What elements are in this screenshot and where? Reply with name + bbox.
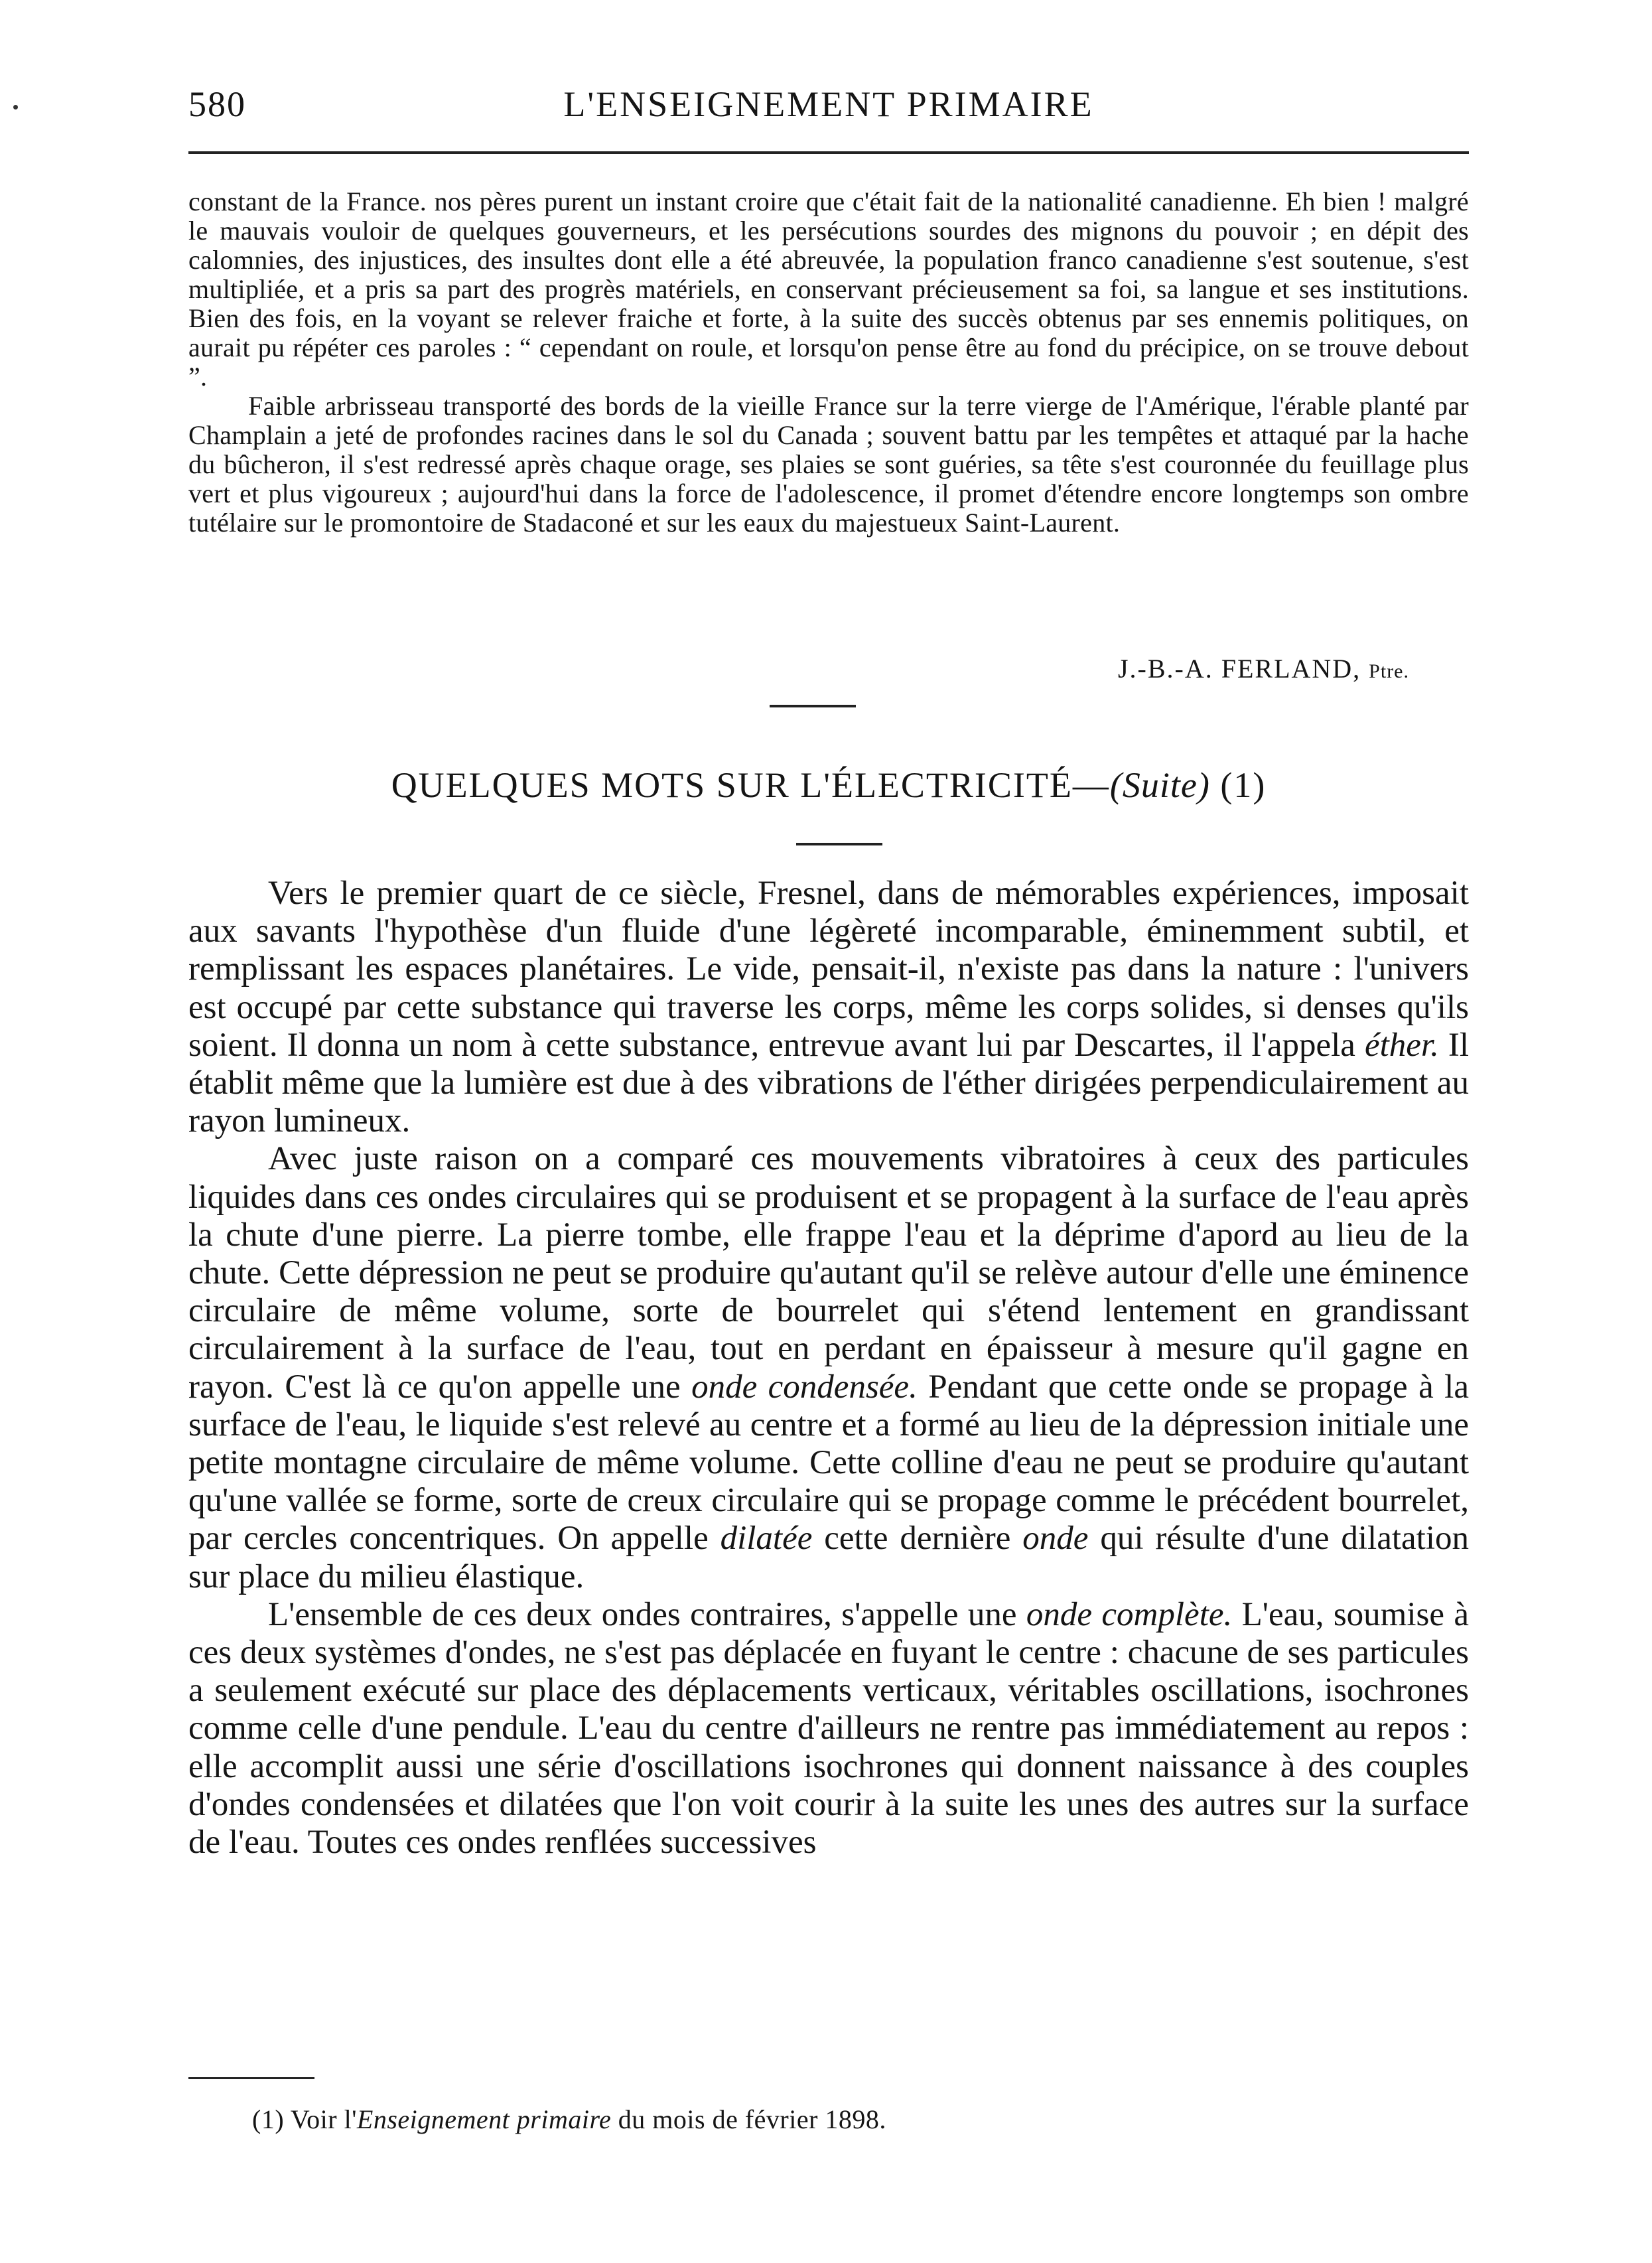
section-divider xyxy=(770,705,856,707)
text-run: L'eau, soumise à ces deux systèmes d'ondes, ne s'est pas déplacée en fuyant le centre : chacune de ses particules a seulement exécuté sur place des déplacements verticaux, véritables oscillations, isochrones comme celle d'une pendule. L'eau du centre d'ailleurs ne rentre pas immédiatement au repos : elle accomplit aussi une série d'oscillations isochrones qui donnent naissance à des couples d'ondes condensées et dilatées que l'on voit courir à la suite les unes des autres sur la surface de l'eau. Toutes ces ondes renflées successives xyxy=(188,1595,1469,1862)
running-title: L'ENSEIGNEMENT PRIMAIRE xyxy=(563,84,1094,124)
footnote-marker: (1) Voir l' xyxy=(252,2104,357,2134)
author-signature xyxy=(188,653,1409,684)
header-rule xyxy=(188,151,1469,154)
previous-article-ending xyxy=(188,187,1469,538)
footnote-text: du mois de février 1898. xyxy=(611,2104,886,2134)
text-run: Il établit même que la lumière est due à des vibrations de l'éther dirigées perpendiculairement au rayon lumineux. xyxy=(188,1026,1469,1140)
page-header xyxy=(188,84,1469,137)
text-run: Avec juste raison on a comparé ces mouvements vibratoires à ceux des particules liquides dans ces ondes circulaires qui se produisent et se propagent à la surface de l'eau après la chute d'une pierre. La pierre tombe, elle frappe l'eau et la déprime d'apord au lieu de la chute. Cette dépression ne peut se produire qu'autant qu'il se relève autour d'elle une éminence circulaire de même volume, sorte de bourrelet qui s'étend lentement en grandissant circulairement à la surface de l'eau, tout en perdant en épaisseur à mesure qu'il gagne en rayon. C'est là ce qu'on appelle une xyxy=(188,1140,1469,1406)
title-divider xyxy=(796,843,882,845)
article-title xyxy=(188,765,1469,806)
article-title-text: QUELQUES MOTS SUR L'ÉLECTRICITÉ— xyxy=(391,765,1110,805)
text-run: Vers le premier quart de ce siècle, Fresnel, dans de mémorables expériences, imposait aux savants l'hypothèse d'un fluide d'une légèreté incomparable, éminemment subtil, et remplissant les espaces planétaires. Le vide, pensait-il, n'existe pas dans la nature : l'univers est occupé par cette substance qui traverse les corps, même les corps solides, si denses qu'ils soient. Il donna un nom à cette substance, entrevue avant lui par Descartes, il l'appela xyxy=(188,875,1469,1064)
italic-term: éther. xyxy=(1364,1026,1439,1064)
text-run: cette dernière xyxy=(812,1520,1023,1558)
previous-article-paragraph: constant de la France. nos pères purent un instant croire que c'était fait de la nationalité canadienne. Eh bien ! malgré le mauvais vouloir de quelques gouverneurs, et les persécutions sourdes des mignons du pouvoir ; en dépit des calomnies, des injustices, des insultes dont elle a été abreuvée, la population franco canadienne s'est soutenue, s'est multipliée, et a pris sa part des progrès matériels, en conservant précieusement sa foi, sa langue et ses institutions. Bien des fois, en la voyant se relever fraiche et forte, à la suite des succès obtenus par ses ennemis politiques, on aurait pu répéter ces paroles : “ cependant on roule, et lorsqu'on pense être au fond du précipice, on se trouve debout ”. xyxy=(188,186,1469,392)
article-title-suite: (Suite) xyxy=(1109,765,1210,805)
footnote xyxy=(188,2104,1469,2135)
text-run: Pendant que cette onde se propage à la surface de l'eau, le liquide s'est relevé au centre et a formé au lieu de la dépression initiale une petite montagne circulaire de même volume. Cette colline d'eau ne peut se produire qu'autant qu'une vallée se forme, sorte de creux circulaire qui se propage comme le précédent bourrelet, par cercles concentriques. On appelle xyxy=(188,1368,1469,1558)
previous-article-paragraph: Faible arbrisseau transporté des bords de la vieille France sur la terre vierge de l'Amérique, l'érable planté par Champlain a jeté de profondes racines dans le sol du Canada ; souvent battu par les tempêtes et attaqué par la hache du bûcheron, il s'est redressé après chaque orage, ses plaies se sont guéries, sa tête s'est couronnée du feuillage plus vert et plus vigoureux ; aujourd'hui dans la force de l'adolescence, il promet d'étendre encore longtemps son ombre tutélaire sur le promontoire de Stadaconé et sur les eaux du majestueux Saint-Laurent. xyxy=(188,391,1469,538)
margin-speck xyxy=(13,105,18,110)
page-number: 580 xyxy=(188,84,246,124)
author-title: Ptre. xyxy=(1369,660,1409,682)
text-run: L'ensemble de ces deux ondes contraires, s'appelle une xyxy=(268,1595,1026,1633)
text-run: qui résulte d'une dilatation sur place du milieu élastique. xyxy=(188,1520,1469,1595)
italic-term: dilatée xyxy=(720,1520,813,1558)
body-paragraph xyxy=(188,1140,1469,1595)
footnote-rule xyxy=(188,2077,314,2079)
italic-term: onde condensée. xyxy=(691,1368,918,1406)
footnote-publication: Enseignement primaire xyxy=(356,2104,612,2134)
italic-term: onde complète. xyxy=(1026,1595,1233,1633)
body-paragraph xyxy=(188,1596,1469,1862)
body-paragraph xyxy=(188,875,1469,1140)
italic-term: onde xyxy=(1022,1520,1089,1558)
author-name: J.-B.-A. FERLAND, xyxy=(1117,654,1361,684)
footnote-reference: (1) xyxy=(1209,765,1267,805)
article-body xyxy=(188,875,1469,1862)
